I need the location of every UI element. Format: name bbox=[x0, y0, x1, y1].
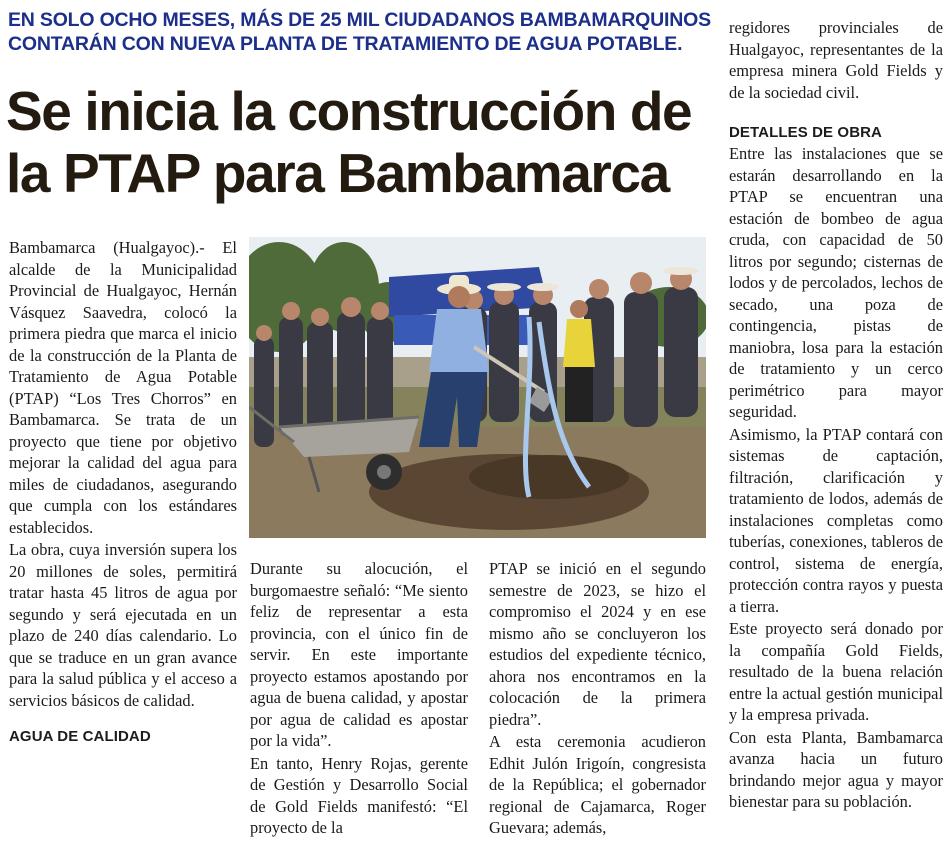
paragraph: Bambamarca (Hualgayoc).- El alcalde de la Municipalidad Provincial de Hualgayoc, Hernán Vásquez Saavedra, colocó la primera piedra que marca el inicio de la construcción de la Planta de Tratamiento de Agua Potable (PTAP) “Los Tres Chorros” en Bambamarca. Se trata de un proyecto que tiene por objetivo mejorar la calidad del agua para miles de ciudadanos, asegurando que cumpla con los estándares establecidos. bbox=[9, 238, 237, 537]
headline-line-1: Se inicia la construcción de bbox=[6, 80, 692, 142]
kicker-line-2: CONTARÁN CON NUEVA PLANTA DE TRATAMIENTO DE AGUA POTABLE. bbox=[8, 33, 683, 55]
article-column-2 bbox=[250, 558, 468, 839]
paragraph: Entre las instalaciones que se estarán desarrollando en la PTAP se encuentran una estación de bombeo de agua cruda, con capacidad de 50 litros por segundo; cisternas de lodos y de percolados, lechos de secado, una poza de contingencia, pistas de maniobra, losa para la estación de tratamiento y un cerco perimétrico para mayor seguridad. bbox=[729, 144, 943, 421]
paragraph: A esta ceremonia acudieron Edhit Julón Irigoín, congresista de la República; el gobernador regional de Cajamarca, Roger Guevara; además, bbox=[489, 732, 706, 837]
headline bbox=[6, 80, 721, 204]
paragraph: En tanto, Henry Rojas, gerente de Gestión y Desarrollo Social de Gold Fields manifestó: “El proyecto de la bbox=[250, 753, 468, 837]
subhead-agua-de-calidad: AGUA DE CALIDAD bbox=[9, 728, 151, 745]
kicker-line-1: EN SOLO OCHO MESES, MÁS DE 25 MIL CIUDADANOS BAMBAMARQUINOS bbox=[8, 9, 711, 31]
paragraph: Con esta Planta, Bambamarca avanza hacia un futuro brindando mejor agua y mayor bienestar para su población. bbox=[729, 727, 943, 811]
paragraph: regidores provinciales de Hualgayoc, representantes de la empresa minera Gold Fields y de la sociedad civil. bbox=[729, 18, 943, 102]
subhead-detalles-de-obra: DETALLES DE OBRA bbox=[729, 124, 882, 141]
ceremony-photo-illustration bbox=[249, 237, 706, 538]
paragraph: La obra, cuya inversión supera los 20 millones de soles, permitirá tratar hasta 45 litros de agua por segundo y será ejecutada en un plazo de 240 días calendario. Lo que se traduce en un gran avance para la salud pública y el acceso a servicios básicos de calidad. bbox=[9, 540, 237, 710]
paragraph: Durante su alocución, el burgomaestre señaló: “Me siento feliz de representar a esta provincia, con el único fin de servir. En este importante proyecto estamos apostando por agua de buena calidad, y apostar por agua de calidad es apostar por la vida”. bbox=[250, 559, 468, 750]
article-column-3 bbox=[489, 558, 706, 839]
ceremony-photo bbox=[249, 237, 706, 538]
article-column-1 bbox=[9, 237, 237, 747]
article-column-4 bbox=[729, 17, 943, 813]
paragraph: Este proyecto será donado por la compañía Gold Fields, resultado de la buena relación entre la actual gestión municipal y la empresa privada. bbox=[729, 619, 943, 724]
paragraph: PTAP se inició en el segundo semestre de 2023, se hizo el compromiso el 2024 y en ese mismo año se concluyeron los estudios del expediente técnico, ahora nos encontramos en la colocación de la primera piedra”. bbox=[489, 559, 706, 729]
headline-line-2: la PTAP para Bambamarca bbox=[6, 142, 669, 204]
kicker bbox=[8, 8, 714, 56]
paragraph: Asimismo, la PTAP contará con sistemas de captación, filtración, clarificación y tratamiento de lodos, además de instalaciones completas como tuberías, conexiones, tableros de control, sistema de energía, protección contra rayos y puesta a tierra. bbox=[729, 424, 943, 616]
